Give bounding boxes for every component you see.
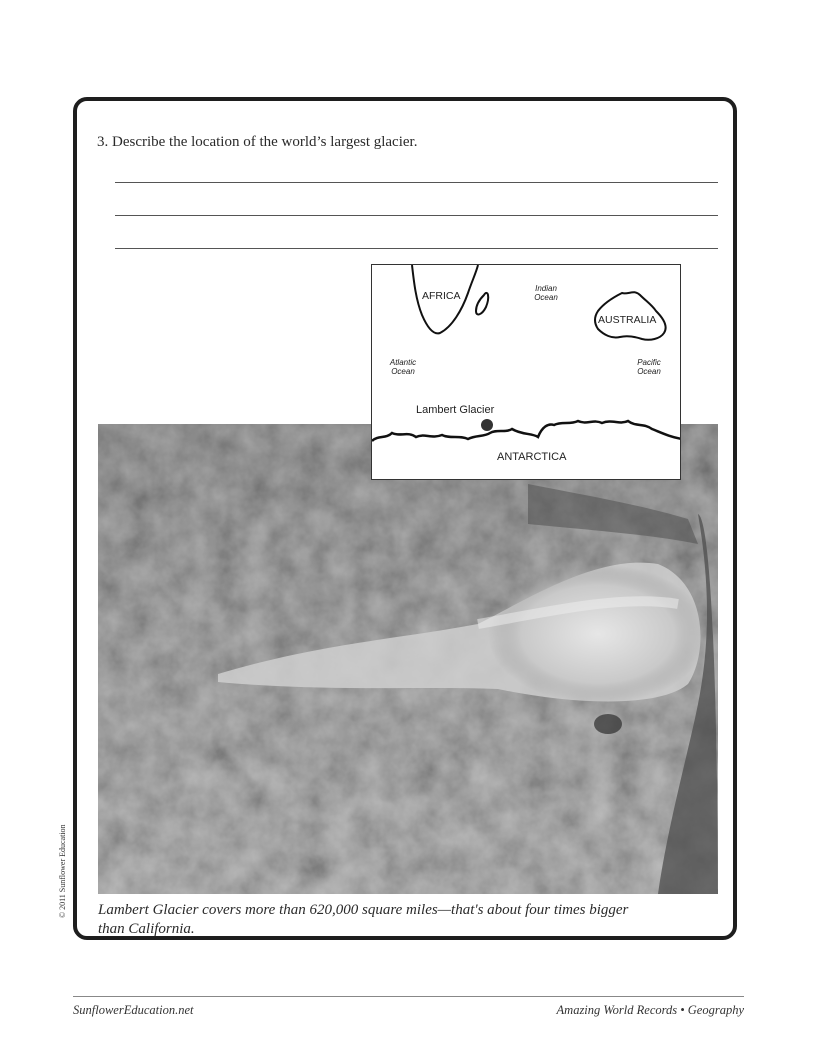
location-inset-map <box>371 264 681 480</box>
photo-caption <box>98 901 678 939</box>
madagascar-outline <box>476 293 488 315</box>
map-label-lambert-glacier: Lambert Glacier <box>416 404 495 416</box>
map-label-indian-ocean-2: Ocean <box>534 293 558 302</box>
footer-book-title: Amazing World Records • Geography <box>556 1003 744 1017</box>
caption-line-2: than California. <box>98 921 195 937</box>
antarctica-coastline <box>372 421 681 441</box>
map-label-africa: AFRICA <box>422 290 461 302</box>
map-label-indian-ocean-1: Indian <box>535 284 557 293</box>
map-label-atlantic-ocean-2: Ocean <box>391 367 415 376</box>
lambert-glacier-marker <box>481 419 493 431</box>
answer-line-1[interactable] <box>115 182 718 183</box>
question-text: 3. Describe the location of the world’s largest glacier. <box>97 134 418 150</box>
map-label-pacific-ocean-2: Ocean <box>637 367 661 376</box>
answer-line-2[interactable] <box>115 215 718 216</box>
side-copyright: © 2011 Sunflower Education <box>58 824 67 918</box>
map-label-atlantic-ocean-1: Atlantic <box>389 358 417 367</box>
answer-line-3[interactable] <box>115 248 718 249</box>
footer-site-link[interactable]: SunflowerEducation.net <box>73 1003 194 1017</box>
glacier-satellite-photo <box>98 424 718 894</box>
footer-divider <box>73 996 744 997</box>
map-label-antarctica: ANTARCTICA <box>497 451 567 463</box>
map-label-australia: AUSTRALIA <box>598 314 657 326</box>
map-label-pacific-ocean-1: Pacific <box>637 358 661 367</box>
caption-line-1: Lambert Glacier covers more than 620,000 square miles—that's about four times bigger <box>98 902 629 918</box>
